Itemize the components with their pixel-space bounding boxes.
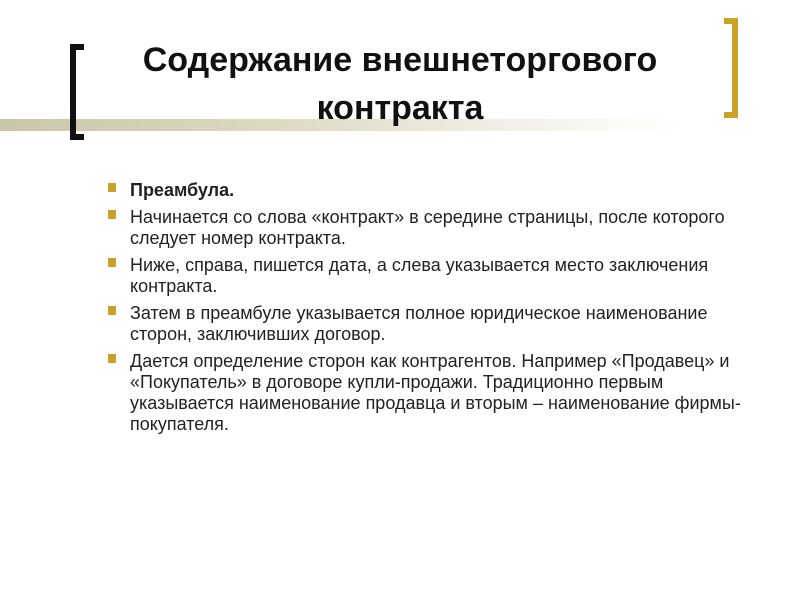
right-bracket-decoration [724,18,738,118]
bullet-text: Преамбула. [130,180,235,200]
bullet-square-icon [108,210,116,219]
bullet-item [112,351,752,435]
bullet-item [112,303,752,345]
bullet-text: Дается определение сторон как контрагентов. Например «Продавец» и «Покупатель» в договоре купли-продажи. Традиционно первым указывается наименование продавца и вторым – наименование фирмы-покупателя. [130,351,741,434]
bullet-text: Затем в преамбуле указывается полное юридическое наименование сторон, заключивших договор. [130,303,708,344]
bullet-text: Начинается со слова «контракт» в середине страницы, после которого следует номер контракта. [130,207,725,248]
bullet-text: Ниже, справа, пишется дата, а слева указывается место заключения контракта. [130,255,709,296]
bullet-square-icon [108,183,116,192]
bullet-square-icon [108,306,116,315]
slide-title: Содержание внешнеторгового контракта [142,41,658,127]
bullet-square-icon [108,354,116,363]
bullet-item [112,207,752,249]
bullet-square-icon [108,258,116,267]
bullet-item [112,180,752,201]
bullet-list [112,180,752,441]
bullet-item [112,255,752,297]
